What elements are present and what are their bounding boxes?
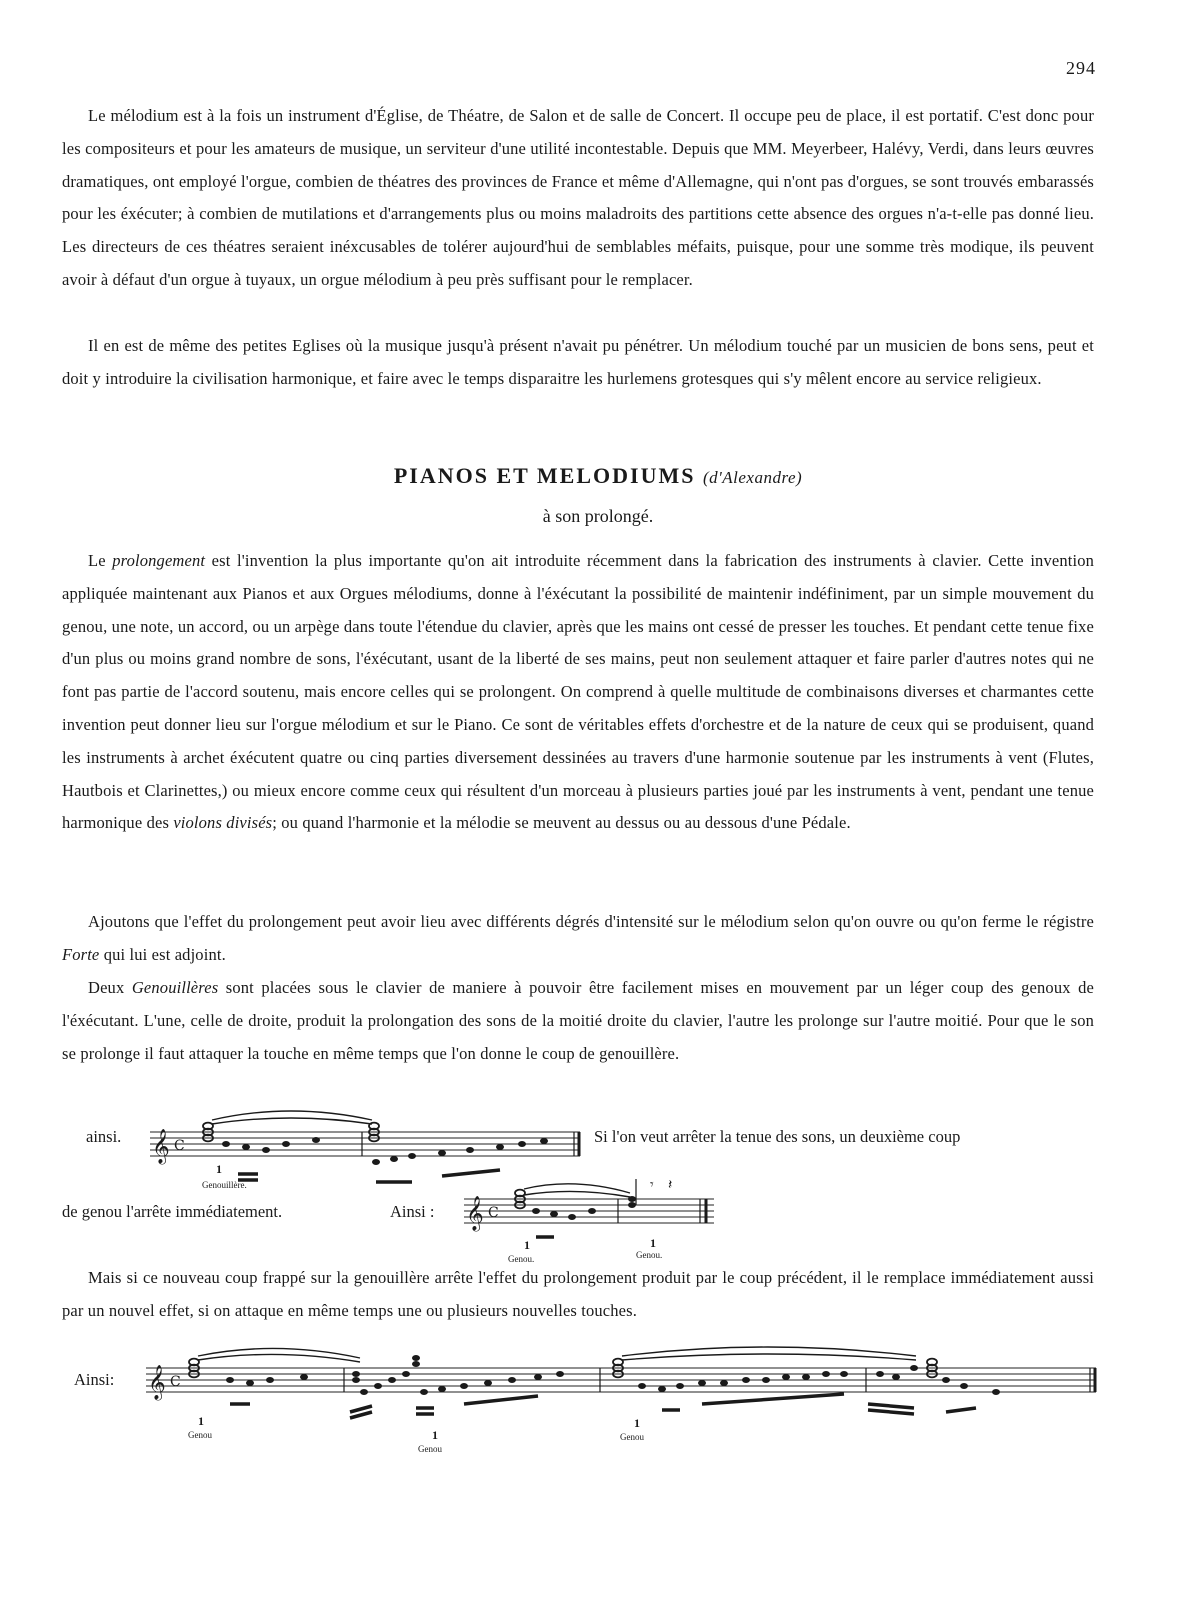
paragraph-text: Ajoutons que l'effet du prolongement peut avoir lieu avec différents dégrés d'intensité sur le mélodium selon qu'on ouvre ou qu'on ferme le régistre <box>88 912 1094 931</box>
music-example-3-finger-c: 1 <box>634 1416 640 1430</box>
music-example-1-label: ainsi. <box>86 1127 122 1146</box>
music-example-3-caption-c: Genou <box>620 1432 644 1442</box>
section-title-maker: (d'Alexandre) <box>702 468 803 487</box>
music-example-2-finger-b: 1 <box>650 1236 656 1250</box>
paragraph-petites-eglises <box>62 330 1094 396</box>
paragraph-text: sont placées sous le clavier de maniere à pouvoir être facilement mises en mouvement par un léger coup des genoux de l'éxécutant. L'une, celle de droite, produit la prolongation des sons de la moitié droite du clavier, l'autre les prolonge sur l'autre moitié. Pour que le son se prolonge il faut attaquer la touche en même temps que l'on donne le coup de genouillère. <box>62 978 1095 1063</box>
common-time-icon: C <box>488 1205 499 1221</box>
emphasis-genouilleres: Genouillères <box>131 978 219 997</box>
svg-text:𝄾: 𝄾 <box>650 1177 654 1193</box>
music-example-3-finger-a: 1 <box>198 1414 204 1428</box>
page-number: 294 <box>1066 58 1096 78</box>
paragraph-text: ; ou quand l'harmonie et la mélodie se meuvent au dessus ou au dessous d'une Pédale. <box>272 813 851 833</box>
music-example-3-label: Ainsi: <box>74 1370 115 1389</box>
music-example-1-finger: 1 <box>216 1162 222 1176</box>
music-example-2-caption-a: Genou. <box>508 1254 535 1264</box>
music-example-1-text: Si l'on veut arrêter la tenue des sons, un deuxième coup <box>594 1127 961 1146</box>
paragraph-text: Le mélodium est à la fois un instrument d'Église, de Théatre, de Salon et de salle de Concert. Il occupe peu de place, il est portatif. C'est donc pour les compositeurs et pour les amateurs de musique, un serviteur d'une utilité incontestable. Depuis que MM. Meyerbeer, Halévy, Verdi, dans leurs œuvres dramatiques, ont employé l'orgue, combien de théatres des provinces de France et même d'Allemagne, qui n'ont pas d'orgues, se sont trouvés embarassés pour les éxécuter; à combien de mutilations et d'arrangements plus ou moins maladroits des partitions cette absence des orgues n'a-t-elle pas donné lieu. Les directeurs de ces théatres seraient inéxcusables de tolérer aujourd'hui de semblables méfaits, puisque, pour une somme très modique, ils peuvent avoir à défaut d'un orgue à tuyaux, un orgue mélodium à peu près suffisant pour le remplacer. <box>62 106 1094 289</box>
section-title <box>0 463 1196 489</box>
svg-text:𝄽: 𝄽 <box>668 1177 673 1193</box>
music-example-2-lead-text: de genou l'arrête immédiatement. <box>62 1202 283 1221</box>
common-time-icon: C <box>170 1374 181 1390</box>
paragraph-nouveau-coup <box>62 1262 1094 1328</box>
paragraph-text: Il en est de même des petites Eglises où la musique jusqu'à présent n'avait pu pénétrer. Un mélodium touché par un musicien de bons sens, peut et doit y introduire la civilisation harmonique, et faire avec le temps disparaitre les hurlemens grotesques qui s'y mêlent encore au service religieux. <box>62 336 1094 388</box>
section-subtitle: à son prolongé. <box>542 506 654 526</box>
music-example-3-staff <box>146 1346 1102 1446</box>
paragraph-text: Mais si ce nouveau coup frappé sur la genouillère arrête l'effet du prolongement produit par le coup précédent, il le remplace immédiatement aussi par un nouvel effet, si on attaque en même temps une ou plusieurs nouvelles touches. <box>62 1268 1094 1320</box>
music-example-3-finger-b: 1 <box>432 1428 438 1442</box>
paragraph-melodium-intro <box>62 100 1094 297</box>
paragraph-text: Le <box>88 551 113 570</box>
treble-clef-icon: 𝄞 <box>152 1129 170 1164</box>
music-example-2-caption-b: Genou. <box>636 1250 663 1260</box>
paragraph-genouilleres <box>62 972 1094 1070</box>
paragraph-text: qui lui est adjoint. <box>99 944 226 964</box>
music-example-3-caption-b: Genou <box>418 1444 442 1454</box>
paragraph-text: Deux <box>88 978 132 997</box>
common-time-icon: C <box>174 1138 185 1154</box>
paragraph-intensite <box>62 906 1094 972</box>
emphasis-violons-divises: violons divisés <box>173 813 273 833</box>
emphasis-prolongement: prolongement <box>112 551 206 570</box>
music-example-1-caption: Genouillère. <box>202 1180 247 1190</box>
music-example-2-staff <box>464 1177 720 1255</box>
music-example-2-label: Ainsi : <box>390 1202 435 1221</box>
emphasis-forte: Forte <box>62 944 100 964</box>
music-example-3-caption-a: Genou <box>188 1430 212 1440</box>
section-title-main: PIANOS ET MELODIUMS <box>393 463 696 488</box>
treble-clef-icon: 𝄞 <box>148 1365 166 1400</box>
paragraph-prolongement <box>62 545 1094 840</box>
music-example-2-finger-a: 1 <box>524 1238 530 1252</box>
paragraph-text: est l'invention la plus importante qu'on ait introduite récemment dans la fabrication des instruments à clavier. Cette invention appliquée maintenant aux Pianos et aux Orgues mélodiums, donne à l'éxécutant la possibilité de maintenir indéfiniment, par un simple mouvement du genou, une note, un accord, ou un arpège dans toute l'étendue du clavier, après que les mains ont cessé de presser les touches. Et pendant cette tenue fixe d'un plus ou moins grand nombre de sons, l'éxécutant, usant de la liberté de ses mains, peut non seulement attaquer et faire parler d'autres notes qui ne font pas partie de l'accord soutenu, mais encore celles qui se prolongent. On comprend à quelle multitude de combinaisons diverses et charmantes cette invention peut donner lieu sur l'orgue mélodium et sur le Piano. Ce sont de véritables effets d'orchestre et de la nature de ceux qui se produisent, quand les instruments à archet éxécutent quatre ou cinq parties diversement dessinées au travers d'une harmonie soutenue par les instruments à vent (Flutes, Hautbois et Clarinettes,) ou mieux encore comme ceux qui résultent d'un morceau à plusieurs parties joué par les instruments à vent, pendant une tenue harmonique des <box>62 551 1094 833</box>
treble-clef-icon: 𝄞 <box>466 1196 484 1231</box>
